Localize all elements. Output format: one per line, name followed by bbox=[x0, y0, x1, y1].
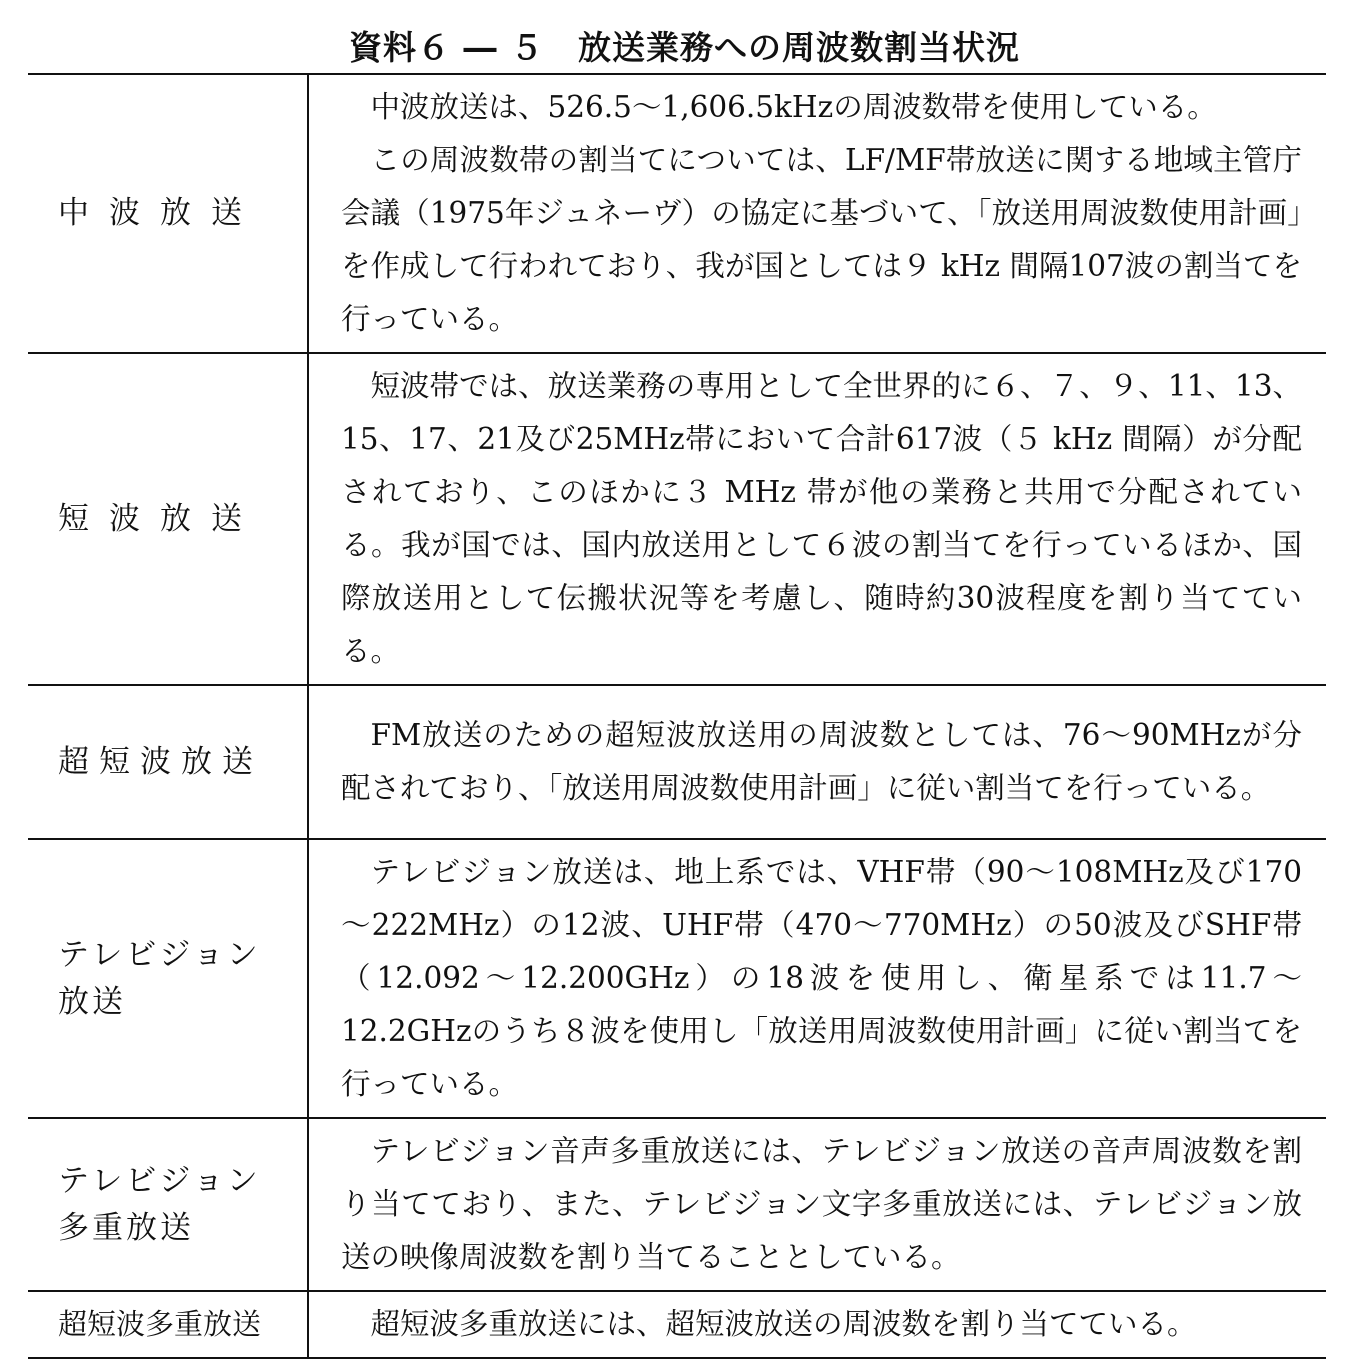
description-paragraph: FM放送のための超短波放送用の周波数としては、76～90MHzが分配されており、「放送用周波数使用計画」に従い割当てを行っている。 bbox=[341, 718, 1302, 805]
category-cell: 超短波多重放送 bbox=[28, 1291, 308, 1358]
category-cell: 超短波放送 bbox=[28, 685, 308, 839]
description-paragraph: 短波帯では、放送業務の専用として全世界的に６、７、９、11、13、15、17、21及び25MHz帯において合計617波（５ kHz 間隔）が分配されており、このほかに３ MHz 帯が他の業務と共用で分配されている。我が国では、国内放送用として６波の割当てを行っているほか、国際放送用として伝搬状況等を考慮し、随時約30波程度を割り当てている。 bbox=[341, 369, 1302, 668]
table-row bbox=[28, 839, 1326, 1118]
table-row bbox=[28, 353, 1326, 685]
description-paragraph: 中波放送は、526.5～1,606.5kHzの周波数帯を使用している。 bbox=[370, 90, 1217, 124]
description-paragraph: この周波数帯の割当てについては、LF/MF帯放送に関する地域主管庁会議（1975年ジュネーヴ）の協定に基づいて、「放送用周波数使用計画」を作成して行われており、我が国としては９ kHz 間隔107波の割当てを行っている。 bbox=[341, 143, 1302, 336]
category-cell: 中波放送 bbox=[28, 74, 308, 353]
description-cell bbox=[308, 1118, 1326, 1291]
description-cell bbox=[308, 353, 1326, 685]
page-title: 資料６ ― ５ 放送業務への周波数割当状況 bbox=[349, 28, 1020, 67]
table-row bbox=[28, 685, 1326, 839]
description-cell bbox=[308, 74, 1326, 353]
table-row bbox=[28, 1291, 1326, 1358]
description-cell bbox=[308, 1291, 1326, 1358]
description-cell bbox=[308, 685, 1326, 839]
description-paragraph: テレビジョン放送は、地上系では、VHF帯（90～108MHz及び170～222MHz）の12波、UHF帯（470～770MHz）の50波及びSHF帯（12.092～12.200GHz）の18波を使用し、衛星系では11.7～12.2GHzのうち８波を使用し「放送用周波数使用計画」に従い割当てを行っている。 bbox=[341, 855, 1302, 1101]
description-paragraph: テレビジョン音声多重放送には、テレビジョン放送の音声周波数を割り当てており、また、テレビジョン文字多重放送には、テレビジョン放送の映像周波数を割り当てることとしている。 bbox=[341, 1134, 1302, 1274]
description-paragraph: 超短波多重放送には、超短波放送の周波数を割り当てている。 bbox=[370, 1307, 1197, 1341]
category-cell: テレビジョン多重放送 bbox=[28, 1118, 308, 1291]
description-cell bbox=[308, 839, 1326, 1118]
frequency-allocation-table bbox=[28, 73, 1326, 1359]
table-row bbox=[28, 1118, 1326, 1291]
category-cell: テレビジョン放送 bbox=[28, 839, 308, 1118]
table-row bbox=[28, 74, 1326, 353]
category-cell: 短波放送 bbox=[28, 353, 308, 685]
